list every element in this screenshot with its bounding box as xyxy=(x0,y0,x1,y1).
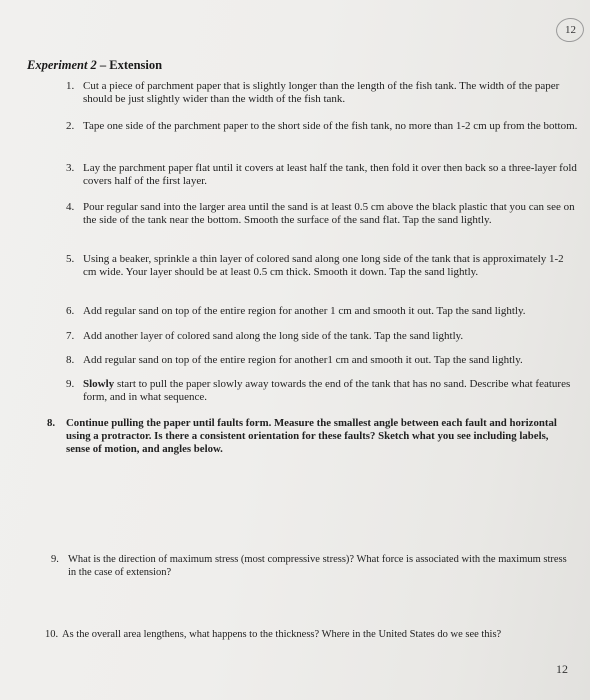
step-number: 7. xyxy=(66,330,75,342)
step-text: Lay the parchment paper flat until it covers at least half the tank, then fold it over then back so a three-layer fold covers half of the first layer. xyxy=(83,162,577,187)
page-title xyxy=(27,58,162,73)
step-text: Using a beaker, sprinkle a thin layer of colored sand along one long side of the tank that is approximately 1-2 cm wide. Your layer should be at least 0.5 cm thick. Smooth it down. Tap the sand lightly. xyxy=(83,253,564,278)
step-6 xyxy=(66,305,580,318)
question-text: As the overall area lengthens, what happens to the thickness? Where in the United States do we see this? xyxy=(62,629,502,640)
step-number: 3. xyxy=(66,162,75,174)
question-text: What is the direction of maximum stress (most compressive stress)? What force is associated with the maximum stress in the case of extension? xyxy=(68,554,567,578)
question-10 xyxy=(45,628,580,641)
step-number: 4. xyxy=(66,201,75,213)
step-7 xyxy=(66,330,580,343)
step-text-emphasis: Slowly xyxy=(83,378,115,390)
question-text: Continue pulling the paper until faults form. Measure the smallest angle between each fault and horizontal using a protractor. Is there a consistent orientation for these faults? Sketch what you see including labels, sense of motion, and angles below. xyxy=(66,417,557,455)
step-text: Cut a piece of parchment paper that is slightly longer than the length of the fish tank. The width of the paper should be just slightly wider than the width of the fish tank. xyxy=(83,80,560,105)
step-number: 5. xyxy=(66,253,75,265)
step-number: 8. xyxy=(66,354,75,366)
step-text: Pour regular sand into the larger area until the sand is at least 0.5 cm above the black plastic that you can see on the side of the tank near the bottom. Smooth the surface of the sand flat. Tap the sand lightly. xyxy=(83,201,575,226)
step-2 xyxy=(66,120,580,133)
title-experiment: Experiment 2 xyxy=(27,58,97,72)
step-4 xyxy=(66,201,578,227)
step-text: Add regular sand on top of the entire region for another 1 cm and smooth it out. Tap the sand lightly. xyxy=(83,305,526,317)
page-number-top: 12 xyxy=(565,24,576,36)
step-8 xyxy=(66,354,580,367)
question-number: 9. xyxy=(51,554,59,565)
step-number: 9. xyxy=(66,378,75,390)
step-9 xyxy=(66,378,576,404)
step-5 xyxy=(66,253,576,279)
step-number: 6. xyxy=(66,305,75,317)
step-3 xyxy=(66,162,580,188)
step-text: Tape one side of the parchment paper to the short side of the fish tank, no more than 1-2 cm up from the bottom. xyxy=(83,120,578,132)
question-number: 10. xyxy=(45,629,59,640)
step-text: Add regular sand on top of the entire region for another1 cm and smooth it out. Tap the sand lightly. xyxy=(83,354,523,366)
step-number: 1. xyxy=(66,80,75,92)
question-number: 8. xyxy=(47,417,56,429)
step-1 xyxy=(66,80,578,106)
title-extension: – Extension xyxy=(96,58,163,72)
step-text: Add another layer of colored sand along the long side of the tank. Tap the sand lightly. xyxy=(83,330,464,342)
question-9 xyxy=(51,553,577,579)
page-number-bottom: 12 xyxy=(556,662,568,676)
step-number: 2. xyxy=(66,120,75,132)
question-8 xyxy=(47,417,575,456)
step-text: start to pull the paper slowly away towards the end of the tank that has no sand. Describe what features form, and in what sequence. xyxy=(83,378,571,403)
